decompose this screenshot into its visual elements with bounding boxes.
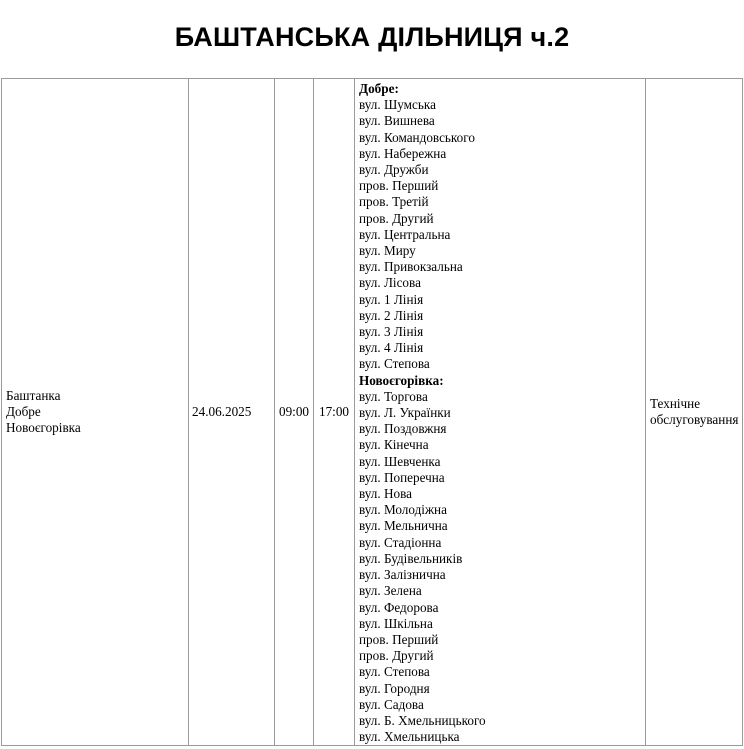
street-item: вул. Мельнична bbox=[359, 518, 448, 534]
street-item: вул. Поперечна bbox=[359, 469, 445, 485]
street-item: вул. Шумська bbox=[359, 97, 436, 113]
street-item: вул. Зелена bbox=[359, 583, 422, 599]
locality: Новоєгорівка bbox=[6, 420, 81, 436]
street-item: вул. Залізнична bbox=[359, 567, 446, 583]
work-type-line: Технічне bbox=[650, 395, 701, 411]
street-item: вул. Л. Українки bbox=[359, 405, 451, 421]
street-item: вул. Б. Хмельницького bbox=[359, 712, 486, 728]
street-item: вул. Поздовжня bbox=[359, 421, 447, 437]
street-item: пров. Другий bbox=[359, 210, 434, 226]
date-cell: 24.06.2025 bbox=[189, 79, 275, 746]
street-item: вул. Лісова bbox=[359, 275, 421, 291]
street-item: вул. Хмельницька bbox=[359, 729, 460, 745]
street-item: вул. Командовського bbox=[359, 129, 475, 145]
street-item: вул. Набережна bbox=[359, 145, 447, 161]
street-item: пров. Перший bbox=[359, 178, 439, 194]
streets-list bbox=[359, 81, 645, 745]
group-heading: Добре: bbox=[359, 81, 399, 96]
page-title: БАШТАНСЬКА ДІЛЬНИЦЯ ч.2 bbox=[174, 22, 570, 52]
street-item: вул. Кінечна bbox=[359, 437, 429, 453]
street-item: вул. Федорова bbox=[359, 599, 439, 615]
streets-cell bbox=[355, 79, 646, 746]
street-item: вул. Степова bbox=[359, 356, 430, 372]
street-item: вул. Шевченка bbox=[359, 453, 441, 469]
street-item: вул. Городня bbox=[359, 680, 430, 696]
street-item: вул. Садова bbox=[359, 696, 424, 712]
street-item: вул. 4 Лінія bbox=[359, 340, 424, 356]
street-item: вул. Миру bbox=[359, 243, 416, 259]
street-item: вул. Центральна bbox=[359, 226, 451, 242]
street-item: вул. Торгова bbox=[359, 388, 428, 404]
street-item: вул. Нова bbox=[359, 486, 412, 502]
street-item: вул. Вишнева bbox=[359, 113, 435, 129]
street-item: вул. 3 Лінія bbox=[359, 324, 424, 340]
street-item: пров. Третій bbox=[359, 194, 429, 210]
work-type-cell bbox=[646, 79, 743, 746]
start-time-cell: 09:00 bbox=[275, 79, 314, 746]
locality: Добре bbox=[6, 404, 41, 420]
outage-table bbox=[1, 78, 743, 746]
street-item: пров. Перший bbox=[359, 631, 439, 647]
street-item: вул. Стадіонна bbox=[359, 534, 442, 550]
street-item: вул. Степова bbox=[359, 664, 430, 680]
localities-cell bbox=[2, 79, 189, 746]
group-heading: Новоєгорівка: bbox=[359, 372, 444, 388]
street-item: вул. Будівельників bbox=[359, 550, 463, 566]
locality: Баштанка bbox=[6, 387, 61, 403]
table-row bbox=[2, 79, 743, 746]
street-item: вул. 1 Лінія bbox=[359, 291, 424, 307]
street-item: пров. Другий bbox=[359, 648, 434, 664]
street-item: вул. Шкільна bbox=[359, 615, 433, 631]
street-item: вул. 2 Лінія bbox=[359, 307, 424, 323]
street-item: вул. Дружби bbox=[359, 162, 429, 178]
end-time-cell: 17:00 bbox=[314, 79, 355, 746]
work-type-line: обслуговування bbox=[650, 412, 739, 428]
street-item: вул. Привокзальна bbox=[359, 259, 463, 275]
street-item: вул. Молодіжна bbox=[359, 502, 447, 518]
